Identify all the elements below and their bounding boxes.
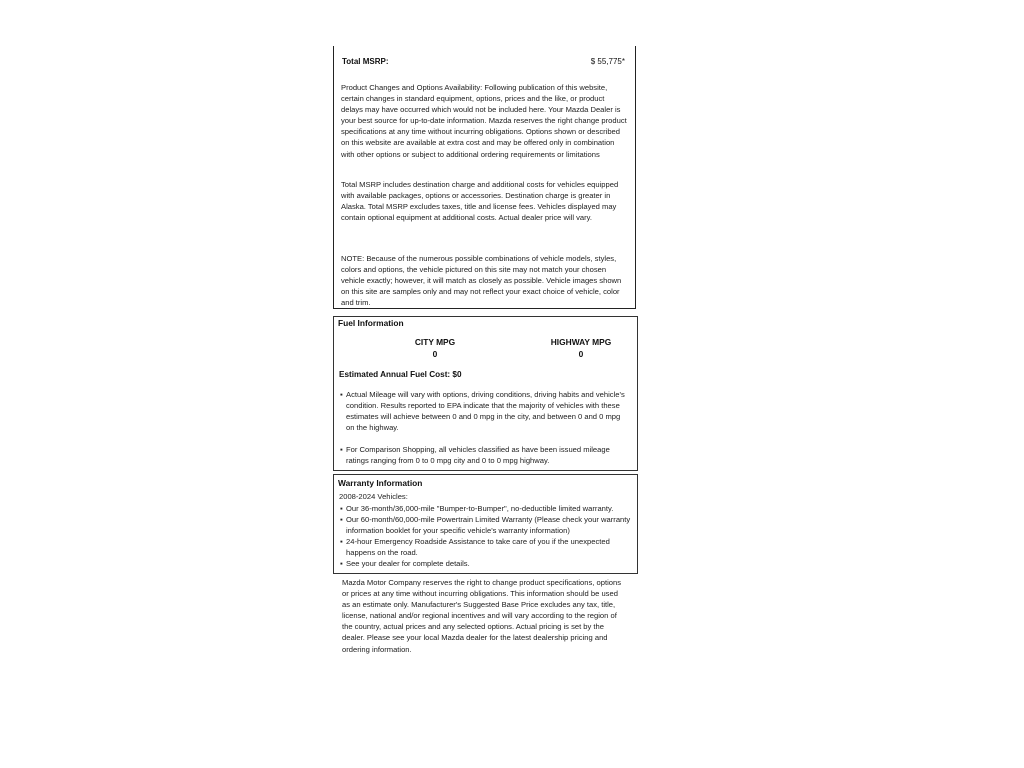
vehicle-image-note: NOTE: Because of the numerous possible combinations of vehicle models, styles, colors and options, the vehicle pictured on this site may not match your chosen vehicle exactly; however, it will match as closely as possible. Vehicle images shown on this site are samples only and may not reflect your exact choice of vehicle, color and trim. — [341, 254, 622, 308]
fuel-information-section — [333, 316, 638, 471]
city-mpg — [394, 336, 476, 360]
fuel-bullet-text: For Comparison Shopping, all vehicles classified as have been issued mileage ratings ranging from 0 to 0 mpg city and 0 to 0 mpg highway. — [346, 445, 610, 466]
warranty-intro: 2008-2024 Vehicles: — [339, 492, 408, 501]
highway-mpg-value: 0 — [578, 349, 584, 359]
fuel-bullet-mileage — [340, 389, 628, 433]
msrp-row — [342, 57, 625, 66]
msrp-value: $ 55,775* — [590, 57, 625, 66]
bullet-icon: ▪ — [340, 559, 343, 569]
city-mpg-label: CITY MPG — [414, 337, 456, 347]
footer-disclaimer: Mazda Motor Company reserves the right to change product specifications, options or prices at any time without incurring obligations. This information should be used as an estimate only. Manufacturer's Suggested Base Price excludes any tax, title, license, national and/or regional incentives and will vary according to the region of the country, actual prices and any selected options. Actual pricing is set by the dealer. Please see your local Mazda dealer for the latest dealership pricing and ordering information. — [342, 578, 622, 654]
product-changes-disclaimer: Product Changes and Options Availability: Following publication of this website, certain changes in standard equipment, options, prices and the like, or product delays may have occurred which would not be included here. Your Mazda Dealer is your best source for up-to-date information. Mazda reserves the right change product specifications at any time without incurring obligations. Options shown or described on this website are available at extra cost and may be offered only in combination with other options or subject to additional ordering requirements or limitations — [341, 83, 627, 159]
bullet-icon: ▪ — [340, 390, 343, 399]
bullet-icon: ▪ — [340, 504, 343, 513]
fuel-bullet-text: Actual Mileage will vary with options, driving conditions, driving habits and vehicle's condition. Results reported to EPA indicate that the majority of vehicles with these estimates will achieve between 0 and 0 mpg in the city, and between 0 and 0 mpg on the highway. — [346, 390, 625, 433]
warranty-information-section — [333, 474, 638, 574]
city-mpg-value: 0 — [432, 349, 438, 359]
warranty-item-text: 24-hour Emergency Roadside Assistance to take care of you if the unexpected happens on the road. — [346, 537, 610, 558]
fuel-information-title: Fuel Information — [338, 318, 404, 328]
warranty-item-text: Our 60-month/60,000-mile Powertrain Limited Warranty (Please check your warranty information booklet for your specific vehicle's warranty information) — [346, 515, 631, 536]
msrp-includes-disclaimer: Total MSRP includes destination charge and additional costs for vehicles equipped with available packages, options or accessories. Destination charge is greater in Alaska. Total MSRP excludes taxes, title and license fees. Vehicles displayed may contain optional equipment at additional costs. Actual dealer price will vary. — [341, 180, 619, 223]
annual-fuel-cost: Estimated Annual Fuel Cost: $0 — [339, 370, 462, 379]
warranty-item-text: See your dealer for complete details. — [346, 559, 470, 569]
msrp-section — [333, 46, 636, 309]
bullet-icon: ▪ — [340, 445, 343, 454]
warranty-information-title: Warranty Information — [338, 478, 423, 488]
highway-mpg-label: HIGHWAY MPG — [550, 337, 612, 347]
bullet-icon: ▪ — [340, 515, 343, 525]
warranty-item — [340, 503, 632, 514]
warranty-list — [340, 503, 632, 570]
fuel-bullet-comparison — [340, 444, 628, 466]
warranty-item-text: Our 36-month/36,000-mile "Bumper-to-Bumper", no-deductible limited warranty. — [346, 504, 614, 513]
bullet-icon: ▪ — [340, 537, 343, 547]
highway-mpg — [534, 336, 628, 360]
warranty-item — [340, 558, 632, 569]
warranty-item — [340, 514, 632, 536]
msrp-label: Total MSRP: — [342, 57, 389, 66]
warranty-item — [340, 536, 632, 558]
